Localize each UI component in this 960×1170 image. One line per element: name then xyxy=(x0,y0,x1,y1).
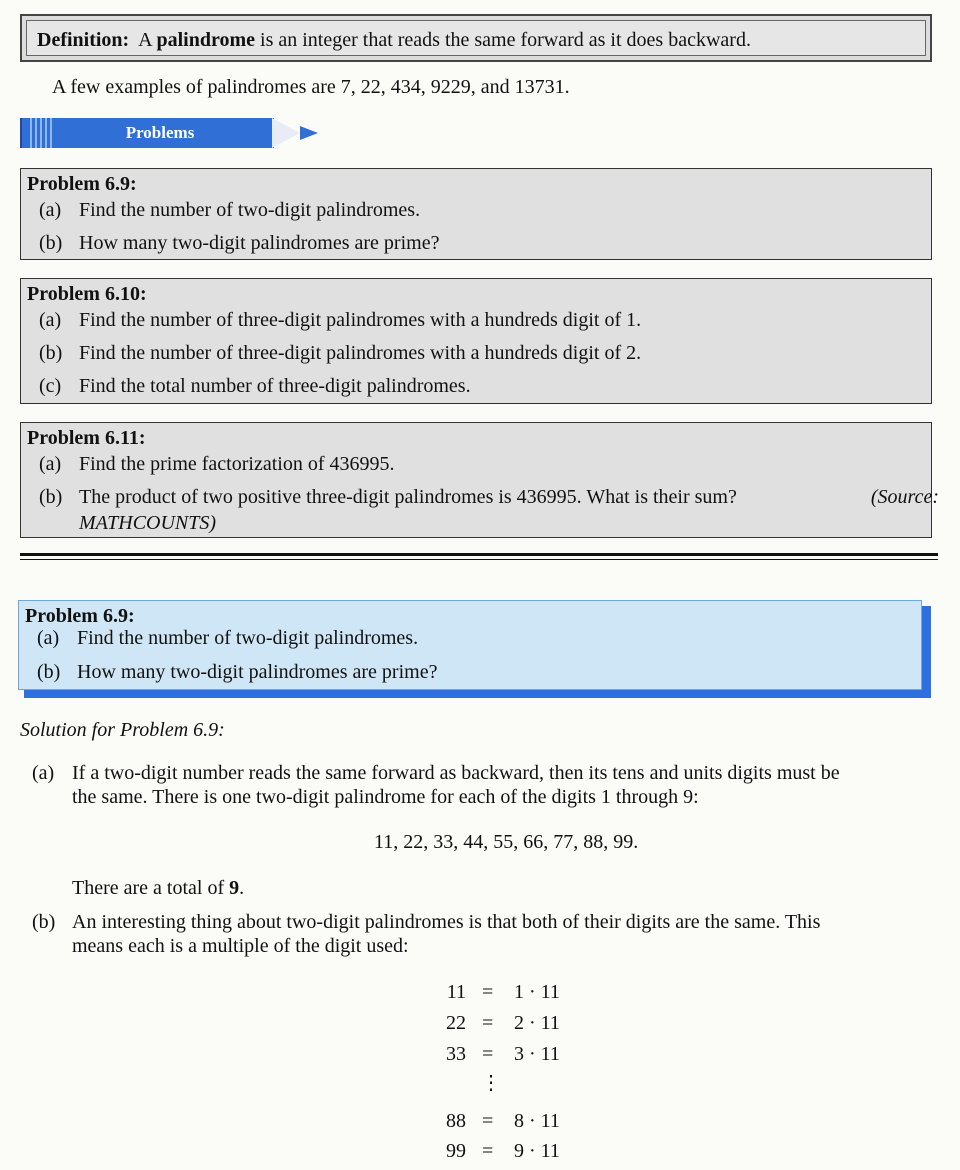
item-text: How many two-digit palindromes are prime? xyxy=(77,661,438,683)
item-label: (a) xyxy=(39,453,62,475)
problems-banner-label: Problems xyxy=(125,123,195,142)
eq-lhs: 88 xyxy=(446,1110,466,1132)
problem-box-6-11 xyxy=(20,422,939,538)
problem-box-6-10 xyxy=(20,278,932,404)
item-label: (b) xyxy=(39,232,63,254)
definition-text xyxy=(26,20,926,56)
definition-box xyxy=(20,14,932,62)
source-label: (Source: xyxy=(870,486,939,508)
item-label: (a) xyxy=(39,199,62,221)
eq-rhs: 9 · 11 xyxy=(514,1140,560,1162)
palindrome-list: 11, 22, 33, 44, 55, 66, 77, 88, 99. xyxy=(374,831,639,853)
problem-title: Problem 6.10: xyxy=(27,283,147,305)
item-text: Find the number of two-digit palindromes. xyxy=(77,627,419,649)
problem-title: Problem 6.11: xyxy=(27,427,146,449)
total-prefix: There are a total of xyxy=(72,877,230,899)
eq-rhs: 2 · 11 xyxy=(514,1012,560,1034)
item-text: How many two-digit palindromes are prime? xyxy=(79,232,440,254)
solution-a-label: (a) xyxy=(32,762,55,784)
eq-sign: = xyxy=(482,981,494,1003)
vertical-dots: ⋮ xyxy=(481,1072,501,1094)
eq-lhs: 33 xyxy=(446,1043,466,1065)
solution-a-total xyxy=(72,877,244,900)
eq-sign: = xyxy=(482,1110,494,1132)
definition-label: Definition: xyxy=(37,29,130,51)
item-label: (a) xyxy=(39,309,62,331)
eq-sign: = xyxy=(482,1140,494,1162)
definition-text-a: A xyxy=(138,29,157,51)
item-text: Find the number of two-digit palindromes. xyxy=(79,199,421,221)
eq-sign: = xyxy=(482,1043,494,1065)
problem-box-6-9 xyxy=(20,168,932,260)
eq-lhs: 99 xyxy=(446,1140,466,1162)
banner-pencil-point xyxy=(300,126,318,140)
solution-b-line2: means each is a multiple of the digit used: xyxy=(72,935,409,957)
item-label: (b) xyxy=(39,342,63,364)
equation-row xyxy=(420,1110,620,1140)
definition-text-b: is an integer that reads the same forward as it does backward. xyxy=(255,29,751,51)
item-label: (c) xyxy=(39,375,62,397)
item-text-main: The product of two positive three-digit palindromes is 436995. What is their sum? xyxy=(79,486,737,508)
solution-a-line1: If a two-digit number reads the same forward as backward, then its tens and units digits must be xyxy=(72,762,840,784)
total-value: 9 xyxy=(229,877,240,899)
eq-lhs: 11 xyxy=(446,981,466,1003)
solution-heading: Solution for Problem 6.9: xyxy=(20,719,225,741)
solution-a-line2: the same. There is one two-digit palindrome for each of the digits 1 through 9: xyxy=(72,786,699,808)
banner-pencil-tip xyxy=(272,118,300,148)
eq-rhs: 8 · 11 xyxy=(514,1110,560,1132)
equation-row xyxy=(420,1043,620,1073)
item-label: (a) xyxy=(37,627,60,649)
eq-lhs: 22 xyxy=(446,1012,466,1034)
solution-b-label: (b) xyxy=(32,911,56,933)
item-text: Find the number of three-digit palindromes with a hundreds digit of 1. xyxy=(79,309,642,331)
item-label: (b) xyxy=(39,486,63,508)
item-text xyxy=(79,486,939,509)
problem-box-repeat-6-9 xyxy=(18,600,922,690)
problem-title: Problem 6.9: xyxy=(25,605,135,627)
item-text: Find the total number of three-digit palindromes. xyxy=(79,375,471,397)
section-divider xyxy=(20,553,938,556)
equation-row xyxy=(420,981,620,1011)
blue-box-shadow xyxy=(24,690,931,698)
item-text: Find the prime factorization of 436995. xyxy=(79,453,395,475)
solution-b-line1: An interesting thing about two-digit palindromes is that both of their digits are the same. This xyxy=(72,911,821,933)
eq-sign: = xyxy=(482,1012,494,1034)
equation-row xyxy=(420,1012,620,1042)
item-label: (b) xyxy=(37,661,61,683)
eq-rhs: 3 · 11 xyxy=(514,1043,560,1065)
banner-stripes xyxy=(30,118,54,148)
examples-paragraph: A few examples of palindromes are 7, 22, 434, 9229, and 13731. xyxy=(52,76,570,98)
total-suffix: . xyxy=(239,877,245,899)
problem-title: Problem 6.9: xyxy=(27,173,137,195)
equation-row xyxy=(420,1140,620,1170)
source-name: MATHCOUNTS) xyxy=(79,512,217,534)
blue-box-shadow xyxy=(922,606,931,698)
item-text: Find the number of three-digit palindromes with a hundreds digit of 2. xyxy=(79,342,642,364)
eq-rhs: 1 · 11 xyxy=(514,981,560,1003)
definition-term: palindrome xyxy=(156,29,256,51)
section-divider-thin xyxy=(20,559,938,560)
